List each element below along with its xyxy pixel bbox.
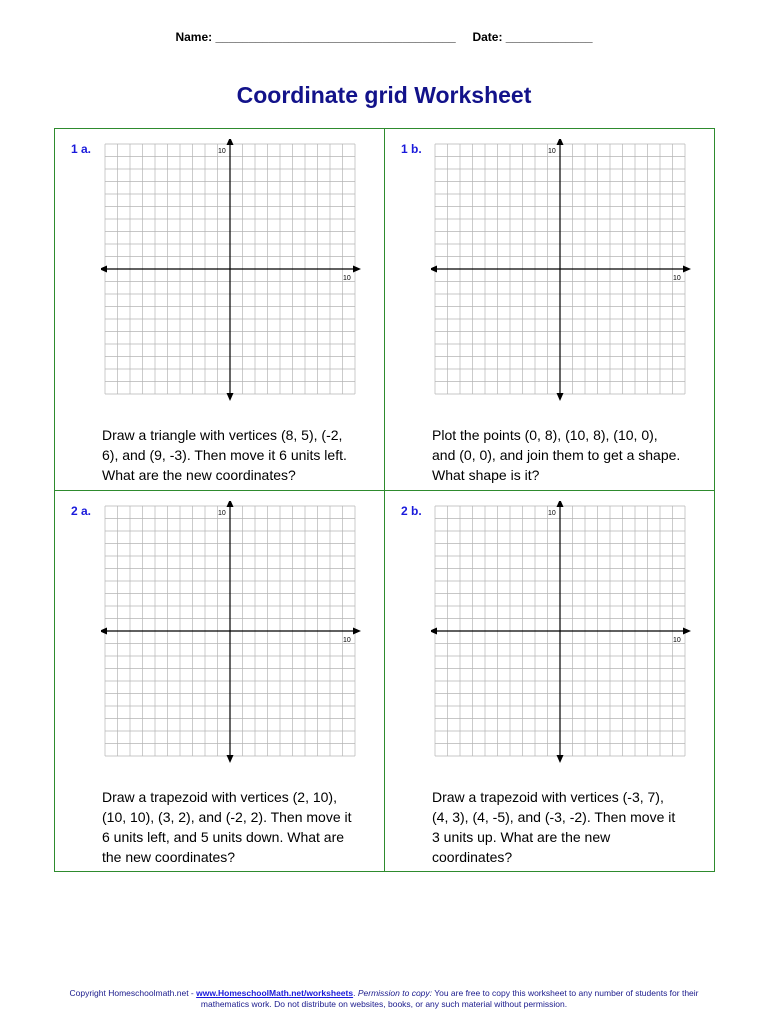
y-axis-tick-label: 10 [548,510,556,517]
permission-text: You are free to copy this worksheet to any number of students for their mathematics work. Do not distribute on websites, books, or any such material without permission. [200,988,699,1009]
coordinate-grid[interactable] [101,139,361,403]
problem-2b [384,490,715,872]
y-axis-arrow-up [557,139,564,145]
x-axis-tick-label: 10 [673,637,681,644]
y-axis-arrow-down [557,393,564,401]
coordinate-grid[interactable] [101,501,361,765]
name-blank[interactable]: ____________________________________ [215,30,456,44]
problem-text: Plot the points (0, 8), (10, 8), (10, 0), and (0, 0), and join them to get a shape. What shape is it? [432,427,681,483]
x-axis-arrow-right [353,266,361,273]
problem-1a [54,128,385,491]
x-axis-arrow-left [101,266,107,273]
x-axis-tick-label: 10 [343,637,351,644]
x-axis-arrow-right [683,266,691,273]
problem-2a [54,490,385,872]
problem-text: Draw a trapezoid with vertices (-3, 7), (4, 3), (4, -5), and (-3, -2). Then move it 3 units up. What are the new coordinates? [432,789,676,865]
coordinate-grid[interactable] [431,501,691,765]
y-axis-tick-label: 10 [548,148,556,155]
y-axis-tick-label: 10 [218,148,226,155]
y-axis-tick-label: 10 [218,510,226,517]
permission-label: Permission to copy: [357,988,433,998]
worksheet-title: Coordinate grid Worksheet [236,82,532,108]
problem-text: Draw a trapezoid with vertices (2, 10), (10, 10), (3, 2), and (-2, 2). Then move it 6 units left, and 5 units down. What are the new coordinates? [102,789,352,865]
x-axis-tick-label: 10 [673,275,681,282]
footer: Copyright Homeschoolmath.net - www.HomeschoolMath.net/worksheets. Permission to copy: You are free to copy this worksheet to any number of students for their mathematics work. Do not distribute on websites, books, or any such material without permission. [69,988,699,1009]
y-axis-arrow-down [227,755,234,763]
y-axis-arrow-down [227,393,234,401]
x-axis-arrow-left [101,628,107,635]
problem-label: 2 a. [71,504,92,518]
problem-1b [384,128,715,491]
problem-label: 1 b. [401,142,422,156]
name-date-line [0,30,768,44]
copyright-text: Copyright Homeschoolmath.net - [69,988,197,998]
y-axis-arrow-down [557,755,564,763]
y-axis-arrow-up [227,139,234,145]
x-axis-arrow-right [683,628,691,635]
name-label: Name: [175,30,213,44]
date-label: Date: [472,30,503,44]
x-axis-arrow-left [431,628,437,635]
x-axis-arrow-left [431,266,437,273]
homeschoolmath-link[interactable]: www.HomeschoolMath.net/worksheets [196,988,354,998]
y-axis-arrow-up [227,501,234,507]
y-axis-arrow-up [557,501,564,507]
x-axis-tick-label: 10 [343,275,351,282]
problem-label: 2 b. [401,504,422,518]
problem-label: 1 a. [71,142,92,156]
coordinate-grid[interactable] [431,139,691,403]
date-blank[interactable]: _____________ [505,30,593,44]
x-axis-arrow-right [353,628,361,635]
problem-text: Draw a triangle with vertices (8, 5), (-2, 6), and (9, -3). Then move it 6 units left. What are the new coordinates? [102,427,347,483]
